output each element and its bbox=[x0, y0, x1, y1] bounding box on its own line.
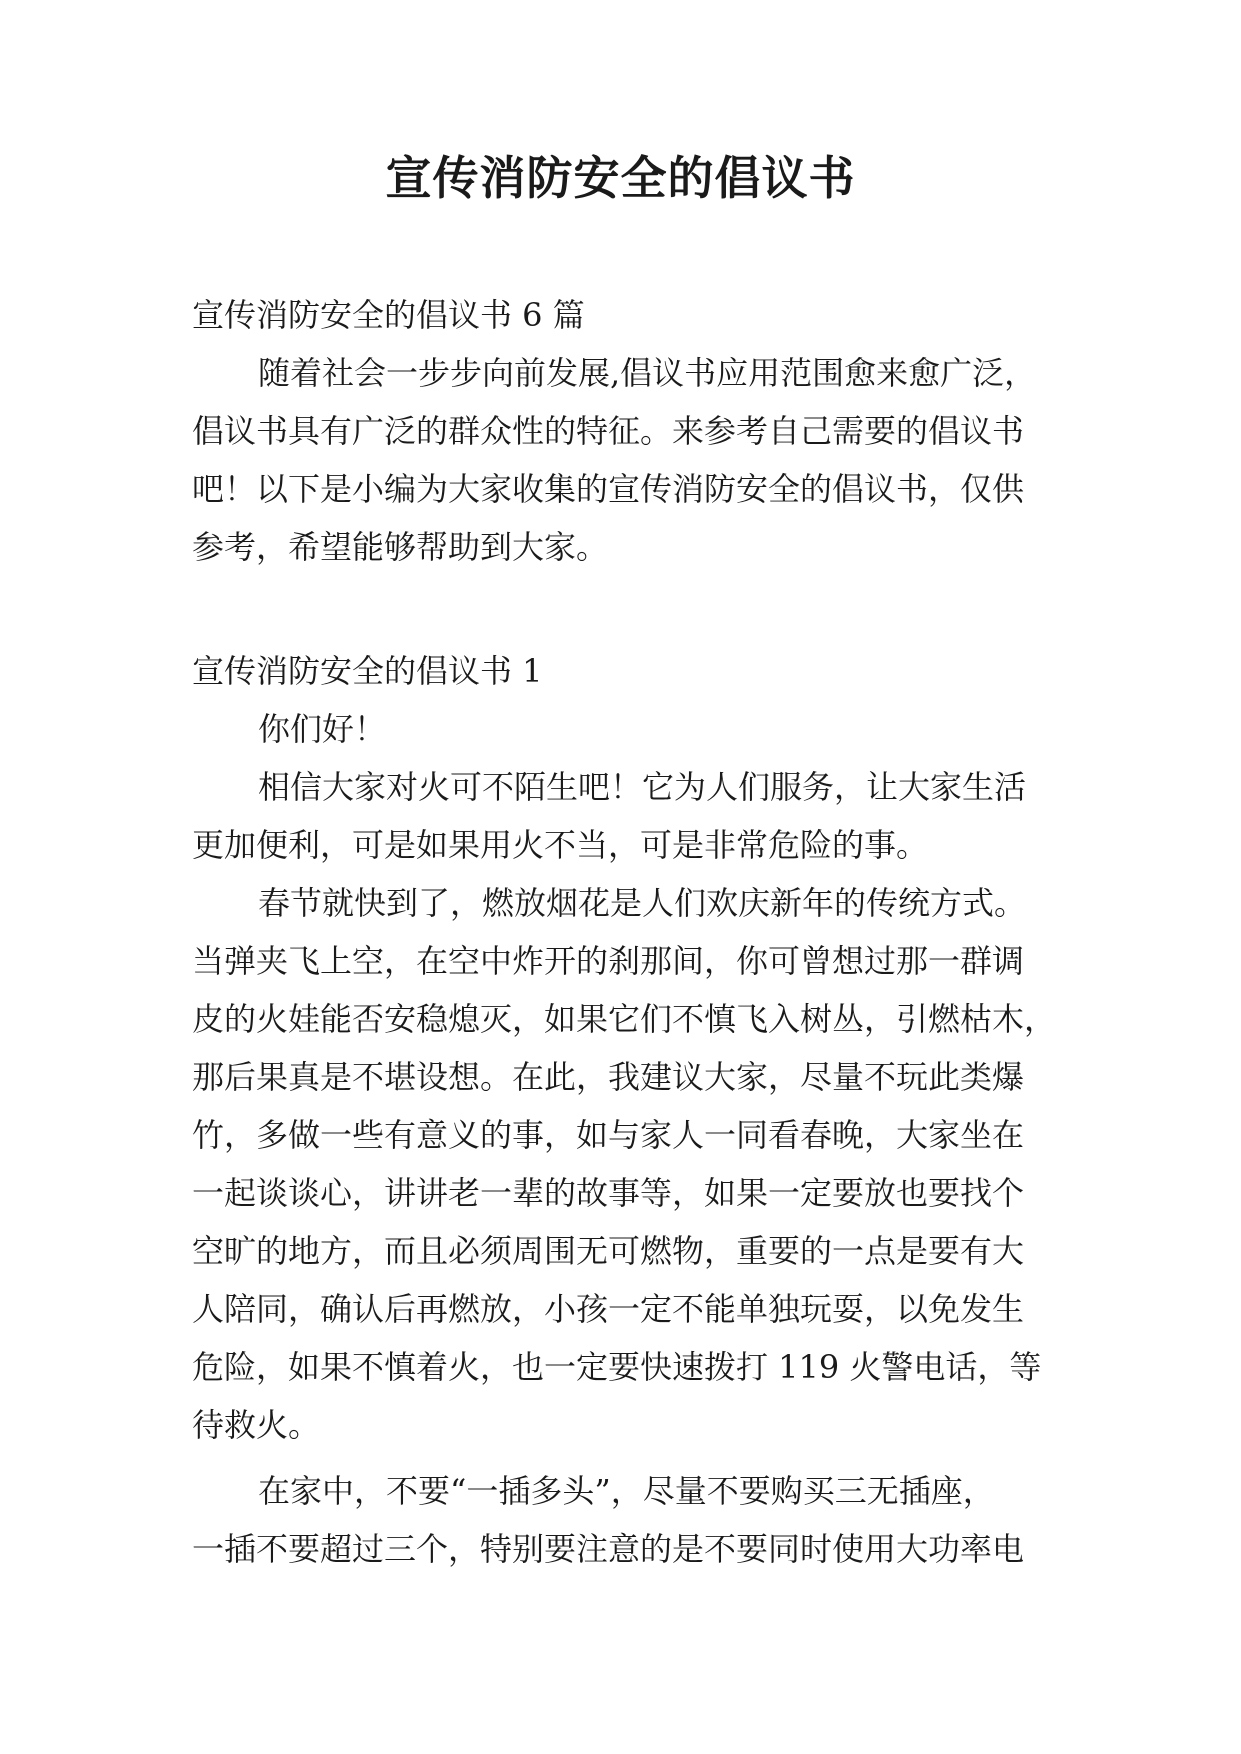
paragraph-line: 一插不要超过三个，特别要注意的是不要同时使用大功率电 bbox=[192, 1530, 1025, 1568]
intro-line: 倡议书具有广泛的群众性的特征。来参考自己需要的倡议书 bbox=[192, 412, 1025, 450]
paragraph-line: 相信大家对火可不陌生吧！它为人们服务，让大家生活 bbox=[258, 768, 1027, 806]
document-body bbox=[192, 286, 1057, 1578]
paragraph-spacer bbox=[192, 634, 1052, 642]
paragraph-line: 人陪同，确认后再燃放，小孩一定不能单独玩耍，以免发生 bbox=[192, 1290, 1025, 1328]
paragraph-spacer bbox=[192, 1454, 1052, 1462]
paragraph-line: 春节就快到了，燃放烟花是人们欢庆新年的传统方式。 bbox=[258, 884, 1027, 922]
section-heading: 宣传消防安全的倡议书 1 bbox=[192, 652, 543, 690]
document-subtitle: 宣传消防安全的倡议书 6 篇 bbox=[192, 296, 585, 334]
greeting: 你们好！ bbox=[258, 710, 387, 748]
paragraph-line: 空旷的地方，而且必须周围无可燃物，重要的一点是要有大 bbox=[192, 1232, 1025, 1270]
paragraph-line: 一起谈谈心，讲讲老一辈的故事等，如果一定要放也要找个 bbox=[192, 1174, 1025, 1212]
paragraph-3 bbox=[192, 1462, 1052, 1578]
paragraph-line: 更加便利，可是如果用火不当，可是非常危险的事。 bbox=[192, 826, 929, 864]
paragraph-1 bbox=[192, 758, 1052, 874]
intro-paragraph bbox=[192, 344, 1052, 576]
paragraph-line: 在家中，不要“一插多头”，尽量不要购买三无插座， bbox=[258, 1472, 995, 1510]
intro-line: 吧！以下是小编为大家收集的宣传消防安全的倡议书，仅供 bbox=[192, 470, 1025, 508]
paragraph-line: 竹，多做一些有意义的事，如与家人一同看春晚，大家坐在 bbox=[192, 1116, 1025, 1154]
paragraph-line: 当弹夹飞上空，在空中炸开的刹那间，你可曾想过那一群调 bbox=[192, 942, 1025, 980]
document-title: 宣传消防安全的倡议书 bbox=[385, 151, 856, 205]
paragraph-line: 待救火。 bbox=[192, 1406, 321, 1444]
paragraph-line: 危险，如果不慎着火，也一定要快速拨打 119 火警电话，等 bbox=[192, 1348, 1042, 1386]
intro-line: 参考，希望能够帮助到大家。 bbox=[192, 528, 609, 566]
paragraph-line: 那后果真是不堪设想。在此，我建议大家，尽量不玩此类爆 bbox=[192, 1058, 1025, 1096]
paragraph-line: 皮的火娃能否安稳熄灭，如果它们不慎飞入树丛，引燃枯木， bbox=[192, 1000, 1057, 1038]
paragraph-spacer bbox=[192, 576, 1052, 634]
paragraph-2 bbox=[192, 874, 1057, 1454]
intro-line: 随着社会一步步向前发展,倡议书应用范围愈来愈广泛， bbox=[258, 354, 1037, 392]
